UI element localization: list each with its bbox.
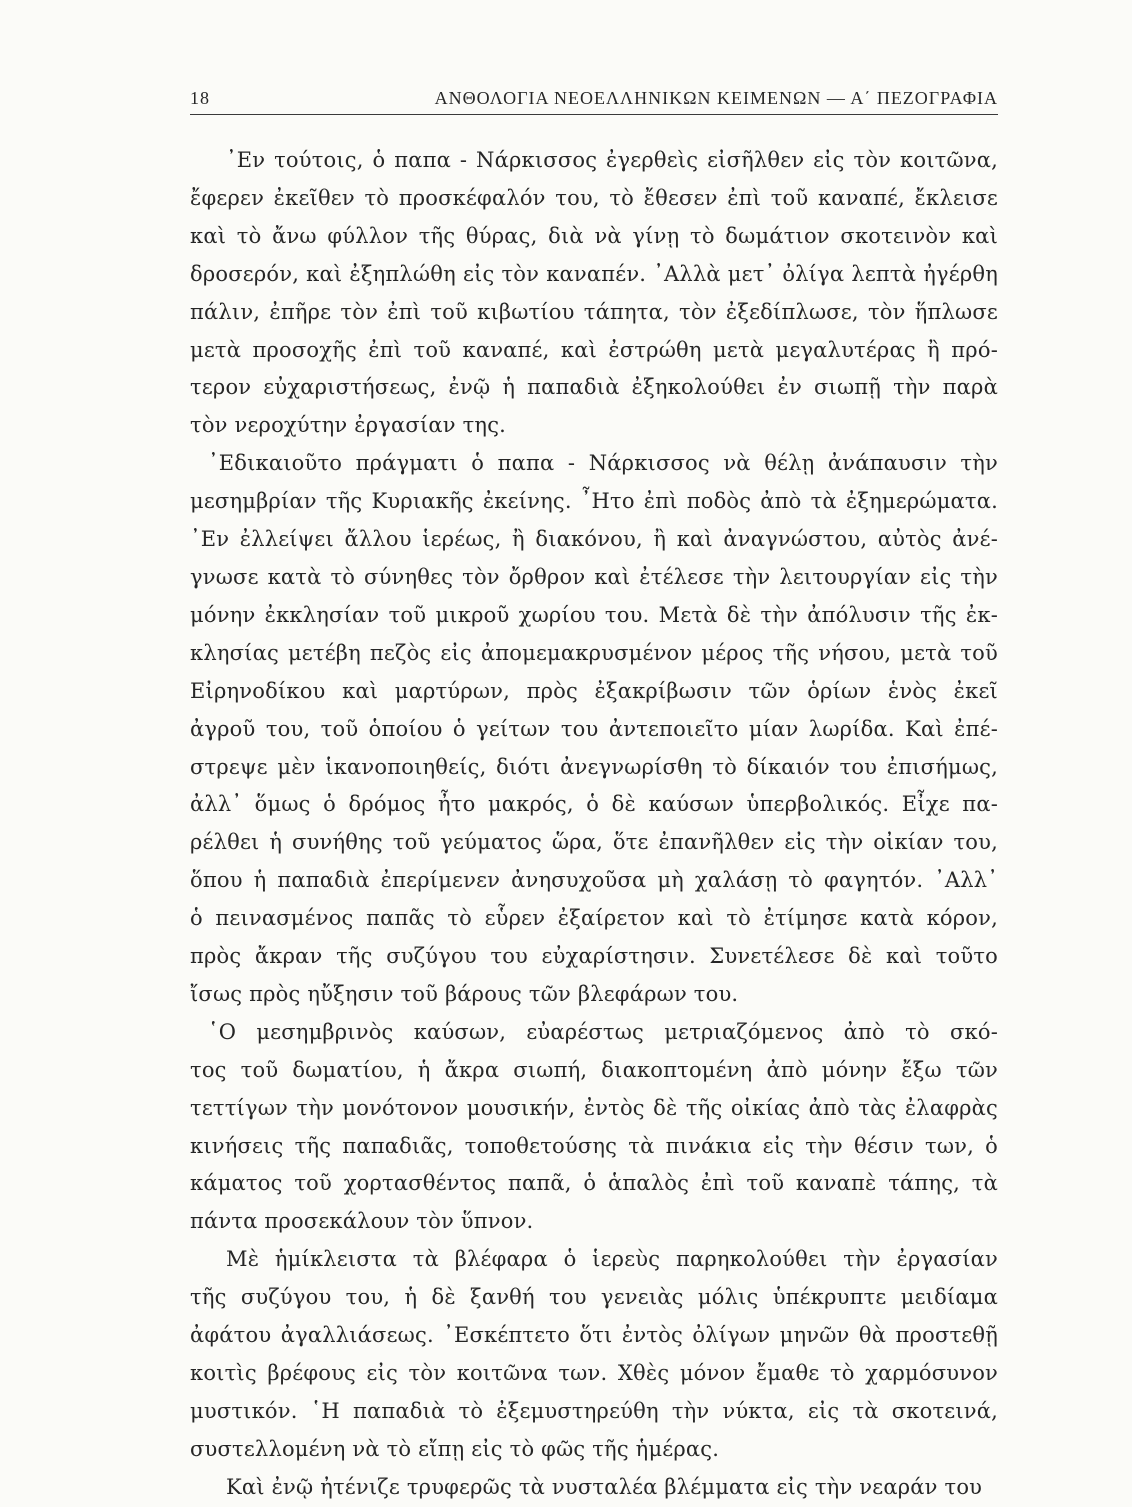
paragraph xyxy=(190,1014,998,1241)
text-line: τερον εὐχαριστήσεως, ἐνῷ ἡ παπαδιὰ ἐξηκολούθει ἐν σιωπῇ τὴν παρὰ xyxy=(190,375,998,400)
running-title: ΑΝΘΟΛΟΓΙΑ ΝΕΟΕΛΛΗΝΙΚΩΝ ΚΕΙΜΕΝΩΝ — Α΄ ΠΕΖΟΓΡΑΦΙΑ xyxy=(434,88,998,108)
text-line: μετὰ προσοχῆς ἐπὶ τοῦ καναπέ, καὶ ἐστρώθη μετὰ μεγαλυτέρας ἢ πρό- xyxy=(190,337,998,362)
paragraph xyxy=(190,142,998,445)
text-line: ᾿Εν ἐλλείψει ἄλλου ἱερέως, ἢ διακόνου, ἢ καὶ ἀναγνώστου, αὐτὸς ἀνέ- xyxy=(190,527,998,552)
text-line: μόνην ἐκκλησίαν τοῦ μικροῦ χωρίου του. Μετὰ δὲ τὴν ἀπόλυσιν τῆς ἐκ- xyxy=(190,602,998,627)
body-text xyxy=(190,142,998,1507)
text-line: ἀλλ᾿ ὅμως ὁ δρόμος ἦτο μακρός, ὁ δὲ καύσων ὑπερβολικός. Εἶχε πα- xyxy=(190,792,998,817)
text-line: δροσερόν, καὶ ἐξηπλώθη εἰς τὸν καναπέν. ᾿Αλλὰ μετ᾿ ὀλίγα λεπτὰ ἠγέρθη xyxy=(190,261,998,286)
text-line: ἀγροῦ του, τοῦ ὁποίου ὁ γείτων του ἀντεποιεῖτο μίαν λωρίδα. Καὶ ἐπέ- xyxy=(190,716,998,741)
header-rule xyxy=(190,114,998,115)
text-line: πάλιν, ἐπῆρε τὸν ἐπὶ τοῦ κιβωτίου τάπητα, τὸν ἐξεδίπλωσε, τὸν ἥπλωσε xyxy=(190,299,998,324)
text-line: πάντα προσεκάλουν τὸν ὕπνον. xyxy=(190,1209,534,1234)
paragraph xyxy=(190,1469,998,1507)
text-line: ᾿Εν τούτοις, ὁ παπα - Νάρκισσος ἐγερθεὶς εἰσῆλθεν εἰς τὸν κοιτῶνα, xyxy=(226,148,998,172)
text-line: Μὲ ἡμίκλειστα τὰ βλέφαρα ὁ ἱερεὺς παρηκολούθει τὴν ἐργασίαν xyxy=(226,1247,998,1272)
text-line: στρεψε μὲν ἱκανοποιηθείς, διότι ἀνεγνωρίσθη τὸ δίκαιόν του ἐπισήμως, xyxy=(190,754,998,779)
text-line: τος τοῦ δωματίου, ἡ ἄκρα σιωπή, διακοπτομένη ἀπὸ μόνην ἔξω τῶν xyxy=(190,1057,998,1082)
text-line: Καὶ ἐνῷ ἠτένιζε τρυφερῶς τὰ νυσταλέα βλέμματα εἰς τὴν νεαράν του xyxy=(226,1474,983,1499)
running-head xyxy=(190,84,998,114)
text-line: ἀφάτου ἀγαλλιάσεως. ᾿Εσκέπτετο ὅτι ἐντὸς ὀλίγων μηνῶν θὰ προστεθῇ xyxy=(190,1323,998,1348)
text-line: συστελλομένη νὰ τὸ εἴπῃ εἰς τὸ φῶς τῆς ἡμέρας. xyxy=(190,1436,720,1461)
text-line: πρὸς ἄκραν τῆς συζύγου του εὐχαρίστησιν. Συνετέλεσε δὲ καὶ τοῦτο xyxy=(190,944,998,969)
text-line: τὸν νεροχύτην ἐργασίαν της. xyxy=(190,413,507,438)
text-line: γνωσε κατὰ τὸ σύνηθες τὸν ὄρθρον καὶ ἐτέλεσε τὴν λειτουργίαν εἰς τὴν xyxy=(190,564,998,589)
text-line: ὅπου ἡ παπαδιὰ ἐπερίμενεν ἀνησυχοῦσα μὴ χαλάσῃ τὸ φαγητόν. ᾿Αλλ᾿ xyxy=(190,868,998,893)
text-line: ἔφερεν ἐκεῖθεν τὸ προσκέφαλόν του, τὸ ἔθεσεν ἐπὶ τοῦ καναπέ, ἔκλεισε xyxy=(190,185,998,210)
text-line: ῾Ο μεσημβρινὸς καύσων, εὐαρέστως μετριαζόμενος ἀπὸ τὸ σκό- xyxy=(208,1019,998,1044)
text-line: Εἰρηνοδίκου καὶ μαρτύρων, πρὸς ἐξακρίβωσιν τῶν ὁρίων ἑνὸς ἐκεῖ xyxy=(190,678,998,703)
text-line: κάματος τοῦ χορτασθέντος παπᾶ, ὁ ἁπαλὸς ἐπὶ τοῦ καναπὲ τάπης, τὰ xyxy=(190,1171,998,1196)
text-line: ἴσως πρὸς ηὔξησιν τοῦ βάρους τῶν βλεφάρων του. xyxy=(190,981,739,1006)
text-line: μεσημβρίαν τῆς Κυριακῆς ἐκείνης. ῏Ητο ἐπὶ ποδὸς ἀπὸ τὰ ἐξημερώματα. xyxy=(190,489,998,514)
text-line: ὁ πεινασμένος παπᾶς τὸ εὗρεν ἐξαίρετον καὶ τὸ ἐτίμησε κατὰ κόρον, xyxy=(190,906,998,931)
text-line: κινήσεις τῆς παπαδιᾶς, τοποθετούσης τὰ πινάκια εἰς τὴν θέσιν των, ὁ xyxy=(190,1133,998,1158)
text-line: τεττίγων τὴν μονότονον μουσικήν, ἐντὸς δὲ τῆς οἰκίας ἀπὸ τὰς ἐλαφρὰς xyxy=(190,1095,998,1120)
text-line: τῆς συζύγου του, ἡ δὲ ξανθή του γενειὰς μόλις ὑπέκρυπτε μειδίαμα xyxy=(190,1285,998,1310)
text-line: καὶ τὸ ἄνω φύλλον τῆς θύρας, διὰ νὰ γίνῃ τὸ δωμάτιον σκοτεινὸν καὶ xyxy=(190,223,998,248)
text-line: ᾿Εδικαιοῦτο πράγματι ὁ παπα - Νάρκισσος νὰ θέλῃ ἀνάπαυσιν τὴν xyxy=(208,451,998,476)
paragraph xyxy=(190,445,998,1014)
paragraph xyxy=(190,1241,998,1468)
text-line: κλησίας μετέβη πεζὸς εἰς ἀπομεμακρυσμένον μέρος τῆς νήσου, μετὰ τοῦ xyxy=(190,640,998,665)
text-line: μυστικόν. ῾Η παπαδιὰ τὸ ἐξεμυστηρεύθη τὴν νύκτα, εἰς τὰ σκοτεινά, xyxy=(190,1398,998,1423)
text-line: κοιτὶς βρέφους εἰς τὸν κοιτῶνα των. Χθὲς μόνον ἔμαθε τὸ χαρμόσυνον xyxy=(190,1361,998,1385)
page-number: 18 xyxy=(190,88,210,108)
text-line: ρέλθει ἡ συνήθης τοῦ γεύματος ὥρα, ὅτε ἐπανῆλθεν εἰς τὴν οἰκίαν του, xyxy=(190,830,998,855)
